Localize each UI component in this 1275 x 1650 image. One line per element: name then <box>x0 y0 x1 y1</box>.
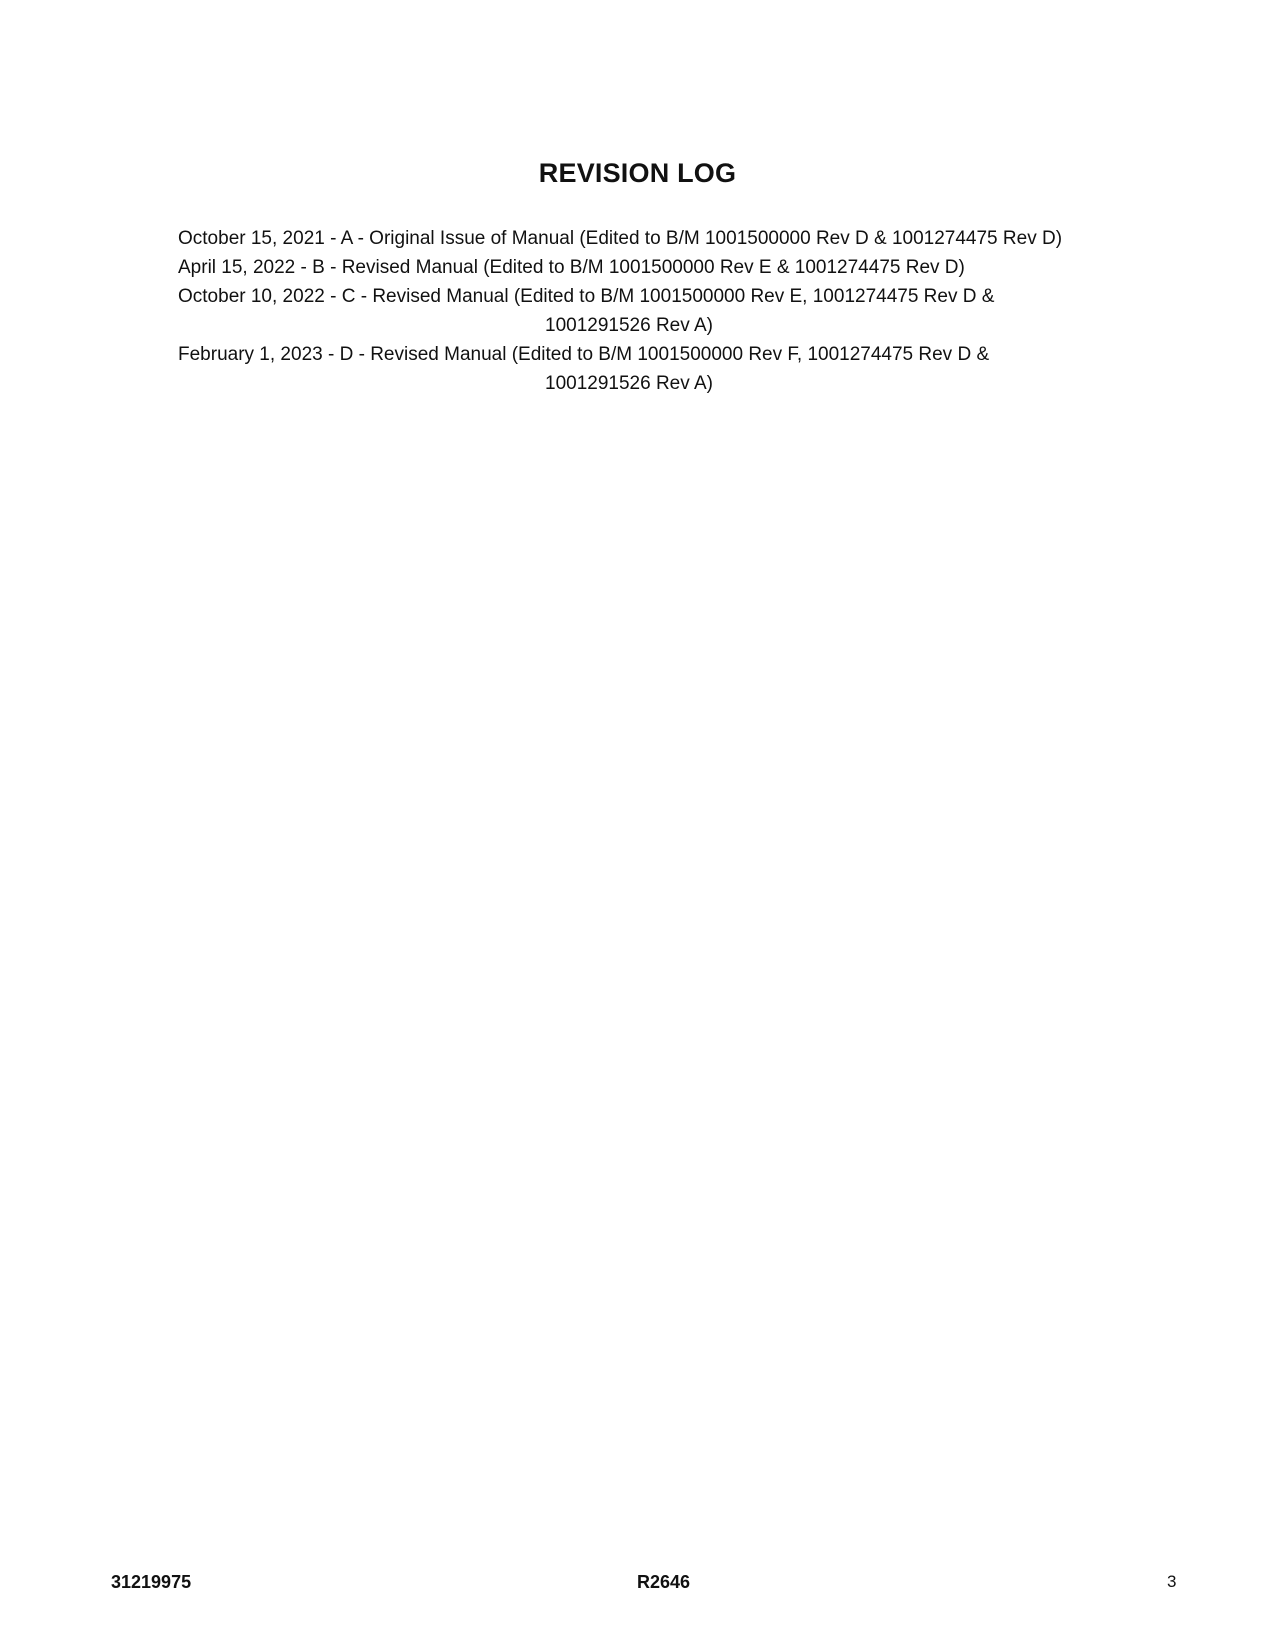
revision-entry-b: April 15, 2022 - B - Revised Manual (Edited to B/M 1001500000 Rev E & 1001274475 Rev D) <box>178 257 965 278</box>
footer-page-number: 3 <box>1167 1572 1177 1591</box>
revision-entry-a: October 15, 2021 - A - Original Issue of Manual (Edited to B/M 1001500000 Rev D & 1001274475 Rev D) <box>178 228 1063 249</box>
footer-model: R2646 <box>637 1572 691 1592</box>
revision-entry-d: February 1, 2023 - D - Revised Manual (Edited to B/M 1001500000 Rev F, 1001274475 Rev D & <box>178 344 990 365</box>
revision-log-list <box>178 224 1178 398</box>
revision-entry-d-continuation: 1001291526 Rev A) <box>545 373 713 394</box>
revision-entry-c: October 10, 2022 - C - Revised Manual (Edited to B/M 1001500000 Rev E, 1001274475 Rev D & <box>178 286 995 307</box>
footer-doc-number: 31219975 <box>111 1572 192 1592</box>
revision-entry-c-continuation: 1001291526 Rev A) <box>545 315 713 336</box>
page-title: REVISION LOG <box>538 158 737 188</box>
